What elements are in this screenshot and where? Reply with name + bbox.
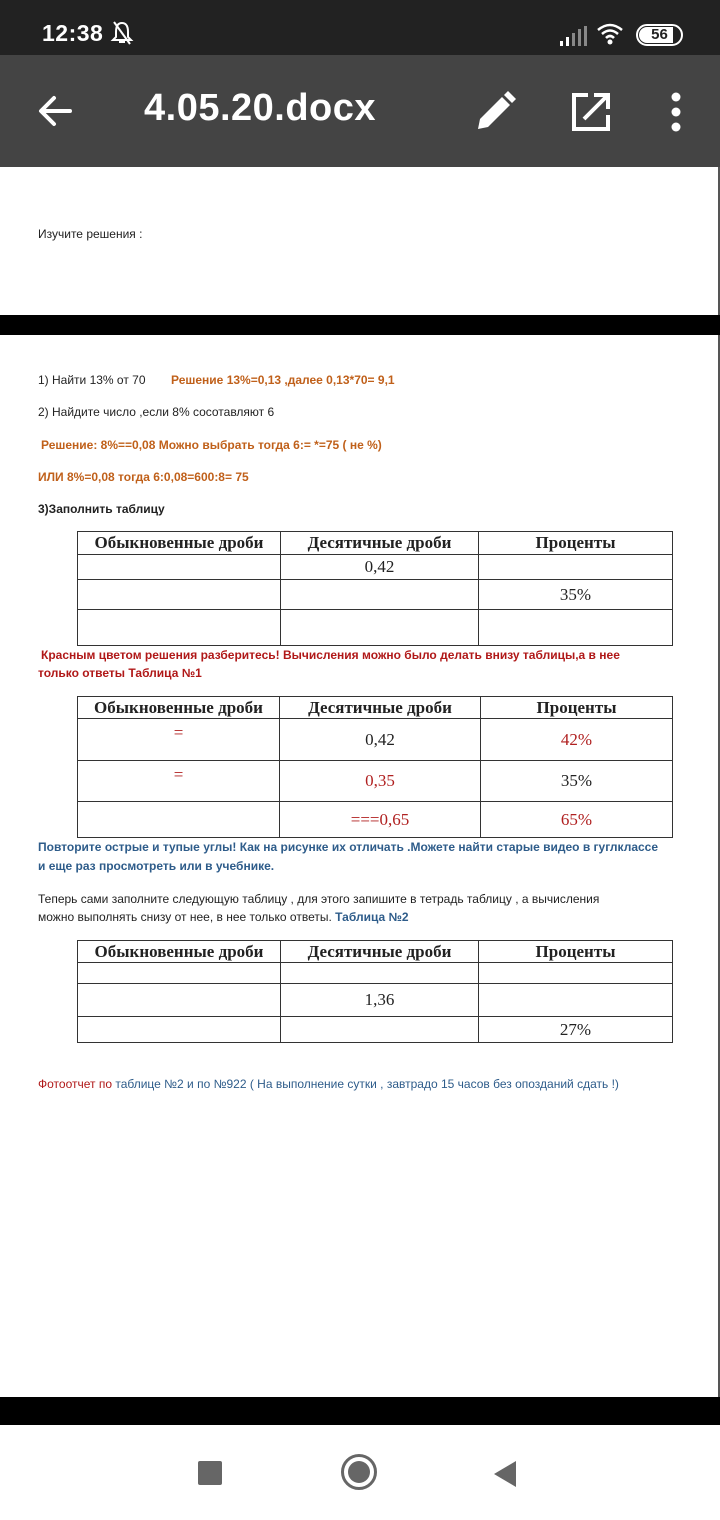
open-external-icon[interactable] bbox=[570, 91, 612, 133]
table-cell bbox=[281, 580, 479, 610]
navigation-bar bbox=[0, 1425, 720, 1520]
table-cell: ===0,65 bbox=[280, 802, 481, 838]
pencil-icon[interactable] bbox=[474, 91, 516, 133]
signal-icon bbox=[558, 26, 588, 46]
table-cell bbox=[78, 963, 281, 984]
table-cell bbox=[479, 555, 673, 580]
home-icon[interactable] bbox=[341, 1454, 377, 1490]
table-cell bbox=[281, 610, 479, 646]
instruction-text: можно выполнять снизу от нее, в нее только ответы. bbox=[38, 910, 332, 924]
table-cell: 35% bbox=[479, 580, 673, 610]
header-decimal-fractions: Десятичные дроби bbox=[280, 697, 481, 719]
header-common-fractions: Обыкновенные дроби bbox=[78, 697, 280, 719]
table-cell: 35% bbox=[481, 761, 673, 802]
table-cell: = bbox=[78, 719, 280, 761]
table-cell: 0,42 bbox=[281, 555, 479, 580]
header-common-fractions: Обыкновенные дроби bbox=[78, 941, 281, 963]
task2-solution: Решение: 8%==0,08 Можно выбрать тогда 6:= *=75 ( не %) bbox=[41, 438, 382, 452]
table-cell bbox=[479, 963, 673, 984]
table-cell bbox=[78, 802, 280, 838]
app-bar bbox=[0, 55, 720, 167]
status-time: 12:38 bbox=[42, 20, 104, 46]
table-cell bbox=[78, 1017, 281, 1043]
header-decimal-fractions: Десятичные дроби bbox=[281, 532, 479, 555]
document-viewer[interactable] bbox=[0, 167, 720, 1397]
header-decimal-fractions: Десятичные дроби bbox=[281, 941, 479, 963]
recent-apps-icon[interactable] bbox=[198, 1461, 222, 1485]
wifi-icon bbox=[596, 22, 624, 46]
document-title: 4.05.20.docx bbox=[144, 87, 377, 129]
header-common-fractions: Обыкновенные дроби bbox=[78, 532, 281, 555]
table-cell: 42% bbox=[481, 719, 673, 761]
blue-note-line1: Повторите острые и тупые углы! Как на рисунке их отличать .Можете найти старые видео в гуглклассе bbox=[38, 840, 659, 854]
table-cell: 65% bbox=[481, 802, 673, 838]
more-vertical-icon[interactable] bbox=[662, 91, 690, 133]
table-cell bbox=[78, 984, 281, 1017]
table-cell bbox=[281, 1017, 479, 1043]
task3-heading: 3)Заполнить таблицу bbox=[38, 502, 165, 516]
arrow-left-icon[interactable] bbox=[34, 91, 78, 131]
task1-question: 1) Найти 13% от 70 bbox=[38, 373, 146, 387]
footer-details: таблице №2 и по №922 ( На выполнение сутки , завтрадо 15 часов без опозданий сдать !) bbox=[112, 1077, 619, 1091]
status-bar bbox=[0, 0, 720, 55]
task-table bbox=[77, 531, 673, 646]
task-table-2 bbox=[77, 940, 673, 1043]
solution-table-1 bbox=[77, 696, 673, 838]
table-cell bbox=[78, 610, 281, 646]
table-cell bbox=[78, 580, 281, 610]
page-separator bbox=[0, 315, 720, 335]
red-note-line2: только ответы Таблица №1 bbox=[38, 666, 202, 680]
red-note-line1: Красным цветом решения разберитесь! Вычисления можно было делать внизу таблицы,а в нее bbox=[41, 648, 620, 662]
table-cell: 27% bbox=[479, 1017, 673, 1043]
instruction-line2 bbox=[38, 910, 409, 924]
table2-reference: Таблица №2 bbox=[335, 910, 409, 924]
battery-level: 56 bbox=[651, 26, 668, 43]
header-percent: Проценты bbox=[479, 532, 673, 555]
table-cell bbox=[281, 963, 479, 984]
page-separator bbox=[0, 1397, 720, 1425]
blue-note-line2: и еще раз просмотреть или в учебнике. bbox=[38, 859, 275, 873]
task2-alt-solution: ИЛИ 8%=0,08 тогда 6:0,08=600:8= 75 bbox=[38, 470, 249, 484]
header-percent: Проценты bbox=[479, 941, 673, 963]
table-cell: = bbox=[78, 761, 280, 802]
instruction-line1: Теперь сами заполните следующую таблицу , для этого запишите в тетрадь таблицу , а вычисления bbox=[38, 892, 600, 906]
intro-text: Изучите решения : bbox=[38, 227, 143, 241]
table-cell bbox=[479, 610, 673, 646]
task2-question: 2) Найдите число ,если 8% сосотавляют 6 bbox=[38, 405, 275, 419]
table-cell bbox=[479, 984, 673, 1017]
footer-note bbox=[38, 1077, 619, 1091]
bell-off-icon bbox=[110, 20, 134, 46]
back-icon[interactable] bbox=[494, 1461, 516, 1487]
battery-icon bbox=[636, 24, 683, 46]
footer-photo-report: Фотоотчет по bbox=[38, 1077, 113, 1091]
table-cell bbox=[78, 555, 281, 580]
header-percent: Проценты bbox=[481, 697, 673, 719]
table-cell: 1,36 bbox=[281, 984, 479, 1017]
task1-solution: Решение 13%=0,13 ,далее 0,13*70= 9,1 bbox=[171, 373, 395, 387]
table-cell: 0,42 bbox=[280, 719, 481, 761]
table-cell: 0,35 bbox=[280, 761, 481, 802]
